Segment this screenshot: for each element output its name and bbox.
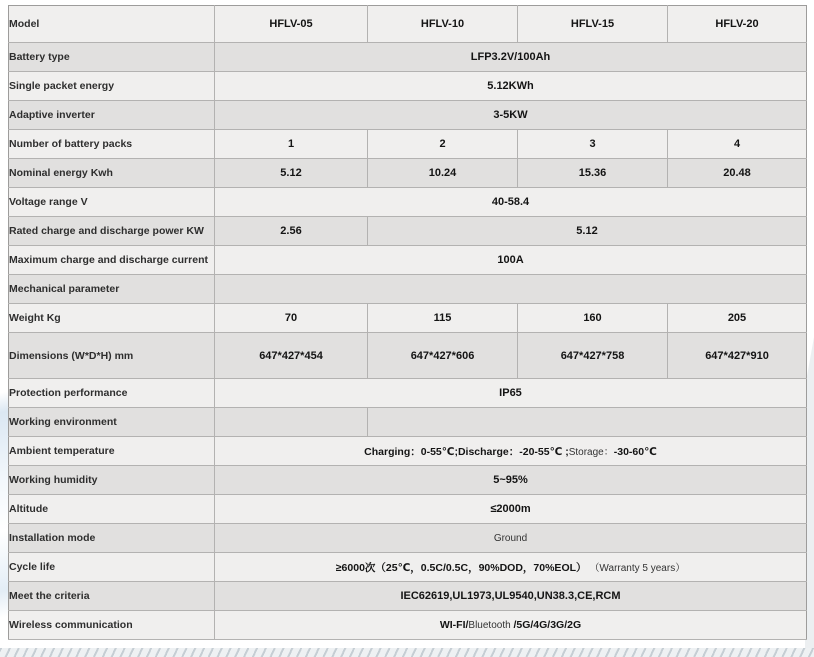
cell-value: 115: [368, 304, 518, 333]
row-label: Meet the criteria: [9, 582, 215, 611]
cell-value: 647*427*910: [668, 333, 807, 379]
column-header-hflv-20: HFLV-20: [668, 6, 807, 43]
row-label: Battery type: [9, 43, 215, 72]
cell-text-segment: Charging：0-55℃;Discharge：-20-55℃ ;: [364, 446, 569, 458]
row-label: Number of battery packs: [9, 130, 215, 159]
cell-value: 2.56: [215, 217, 368, 246]
spec-table-body: [9, 6, 807, 640]
cell-value: 160: [518, 304, 668, 333]
cell-value: 70: [215, 304, 368, 333]
row-label: Installation mode: [9, 524, 215, 553]
table-row: [9, 379, 807, 408]
row-label: Mechanical parameter: [9, 275, 215, 304]
table-row: [9, 188, 807, 217]
cell-value: 40-58.4: [215, 188, 807, 217]
cell-text-segment: ≥6000次（25℃，0.5C/0.5C，90%DOD，70%EOL）: [335, 562, 590, 574]
cell-value: 205: [668, 304, 807, 333]
cell-value: 647*427*606: [368, 333, 518, 379]
cell-text-segment: Bluetooth: [468, 620, 514, 631]
bottom-ribbon-decoration: [0, 648, 814, 657]
cell-value: IP65: [215, 379, 807, 408]
row-label: Nominal energy Kwh: [9, 159, 215, 188]
cell-value: 5.12KWh: [215, 72, 807, 101]
row-label: Cycle life: [9, 553, 215, 582]
table-row: [9, 582, 807, 611]
row-label: Wireless communication: [9, 611, 215, 640]
cell-value: [215, 275, 807, 304]
cell-value: IEC62619,UL1973,UL9540,UN38.3,CE,RCM: [215, 582, 807, 611]
row-label: Rated charge and discharge power KW: [9, 217, 215, 246]
cell-value: 5~95%: [215, 466, 807, 495]
table-row: [9, 304, 807, 333]
row-label: Voltage range V: [9, 188, 215, 217]
cell-value: 2: [368, 130, 518, 159]
row-label: Weight Kg: [9, 304, 215, 333]
spec-sheet-page: [0, 5, 814, 657]
row-label: Single packet energy: [9, 72, 215, 101]
row-label: Protection performance: [9, 379, 215, 408]
cell-value: LFP3.2V/100Ah: [215, 43, 807, 72]
battery-spec-table: [8, 5, 807, 640]
table-row: [9, 101, 807, 130]
cell-value: 10.24: [368, 159, 518, 188]
cell-value: 647*427*758: [518, 333, 668, 379]
table-row: [9, 43, 807, 72]
column-header-hflv-15: HFLV-15: [518, 6, 668, 43]
table-row: [9, 246, 807, 275]
row-label: Working humidity: [9, 466, 215, 495]
table-row: [9, 275, 807, 304]
cell-text-segment: /5G/4G/3G/2G: [513, 619, 582, 631]
cell-value: 100A: [215, 246, 807, 275]
table-row: [9, 333, 807, 379]
cell-value: 20.48: [668, 159, 807, 188]
cell-value: [215, 553, 807, 582]
table-row: [9, 466, 807, 495]
table-row: [9, 524, 807, 553]
header-model-label: Model: [9, 6, 215, 43]
cell-value: 3: [518, 130, 668, 159]
cell-value: [215, 408, 368, 437]
cell-text-segment: Storage：: [568, 447, 614, 458]
cell-value: ≤2000m: [215, 495, 807, 524]
column-header-hflv-10: HFLV-10: [368, 6, 518, 43]
cell-value: 5.12: [368, 217, 807, 246]
table-row: [9, 159, 807, 188]
left-edge-decoration: [0, 300, 8, 630]
row-label: Maximum charge and discharge current: [9, 246, 215, 275]
cell-value: 3-5KW: [215, 101, 807, 130]
cell-value: [215, 437, 807, 466]
row-label: Dimensions (W*D*H) mm: [9, 333, 215, 379]
table-row: [9, 408, 807, 437]
row-label: Adaptive inverter: [9, 101, 215, 130]
table-row: [9, 495, 807, 524]
cell-value: 5.12: [215, 159, 368, 188]
row-label: Working environment: [9, 408, 215, 437]
header-row: [9, 6, 807, 43]
row-label: Ambient temperature: [9, 437, 215, 466]
cell-value: 1: [215, 130, 368, 159]
cell-value: [215, 611, 807, 640]
table-row: [9, 611, 807, 640]
cell-text-segment: -30-60℃: [613, 446, 657, 458]
cell-value: Ground: [215, 524, 807, 553]
column-header-hflv-05: HFLV-05: [215, 6, 368, 43]
table-row: [9, 72, 807, 101]
table-row: [9, 130, 807, 159]
table-row: [9, 437, 807, 466]
cell-value: 4: [668, 130, 807, 159]
table-row: [9, 217, 807, 246]
cell-text-segment: （Warranty 5 years）: [589, 563, 686, 574]
row-label: Altitude: [9, 495, 215, 524]
cell-text-segment: WI-FI/: [439, 619, 469, 631]
cell-value: 15.36: [518, 159, 668, 188]
table-row: [9, 553, 807, 582]
cell-value: [368, 408, 807, 437]
cell-value: 647*427*454: [215, 333, 368, 379]
